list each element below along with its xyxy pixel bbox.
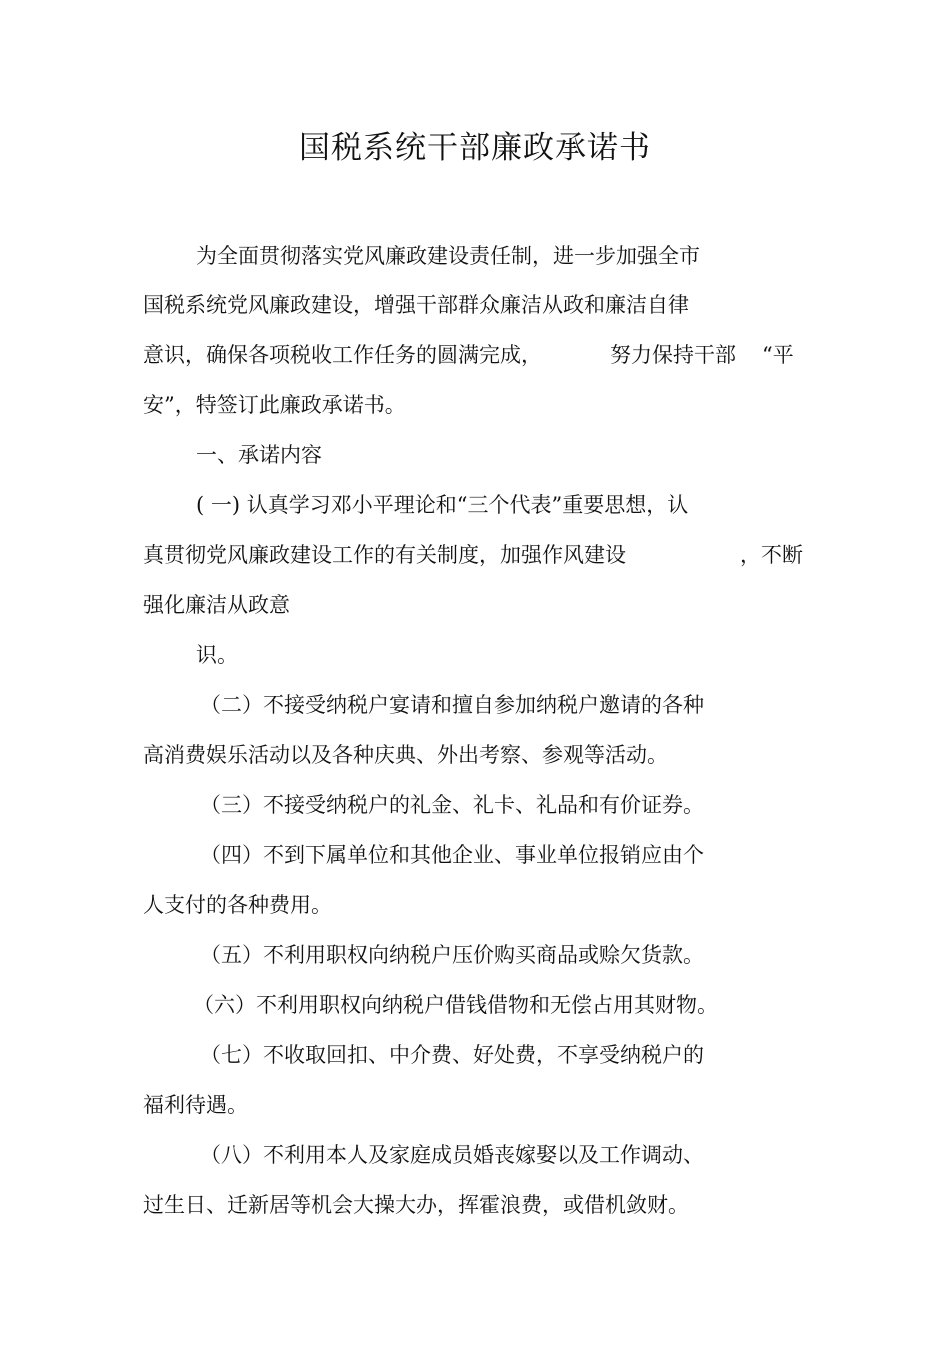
- paragraph-line: （七）不收取回扣、中介费、好处费，不享受纳税户的: [200, 1043, 704, 1067]
- paragraph-line: 真贯彻党风廉政建设工作的有关制度，加强作风建设: [143, 543, 626, 567]
- paragraph-line: 识。: [196, 643, 238, 667]
- paragraph-line: 福利待遇。: [143, 1093, 248, 1117]
- paragraph-line: ，不断: [740, 543, 803, 567]
- paragraph-line: 国税系统党风廉政建设，增强干部群众廉洁从政和廉洁自律: [143, 293, 689, 317]
- paragraph-line: （八）不利用本人及家庭成员婚丧嫁娶以及工作调动、: [200, 1143, 704, 1167]
- section-heading: 一、承诺内容: [196, 443, 322, 467]
- paragraph-line: 为全面贯彻落实党风廉政建设责任制，进一步加强全市: [196, 244, 700, 268]
- paragraph-line: （五）不利用职权向纳税户压价购买商品或赊欠货款。: [200, 943, 704, 967]
- paragraph-line: 人支付的各种费用。: [143, 893, 332, 917]
- paragraph-line: 意识，确保各项税收工作任务的圆满完成，: [143, 343, 542, 367]
- paragraph-line: ( 一) 认真学习邓小平理论和“三个代表”重要思想，认: [196, 493, 689, 517]
- paragraph-line: （三）不接受纳税户的礼金、礼卡、礼品和有价证券。: [200, 793, 704, 817]
- paragraph-line: （二）不接受纳税户宴请和擅自参加纳税户邀请的各种: [200, 693, 704, 717]
- paragraph-line: 过生日、迁新居等机会大操大办，挥霍浪费，或借机敛财。: [143, 1193, 689, 1217]
- paragraph-line: （四）不到下属单位和其他企业、事业单位报销应由个: [200, 843, 704, 867]
- paragraph-line: 努力保持干部: [610, 343, 736, 367]
- paragraph-line: 安”，特签订此廉政承诺书。: [143, 393, 406, 417]
- document-title: 国税系统干部廉政承诺书: [299, 130, 651, 166]
- paragraph-line: “平: [762, 343, 794, 367]
- paragraph-line: 高消费娱乐活动以及各种庆典、外出考察、参观等活动。: [143, 743, 668, 767]
- paragraph-line: 强化廉洁从政意: [143, 593, 290, 617]
- paragraph-line: （六）不利用职权向纳税户借钱借物和无偿占用其财物。: [193, 993, 718, 1017]
